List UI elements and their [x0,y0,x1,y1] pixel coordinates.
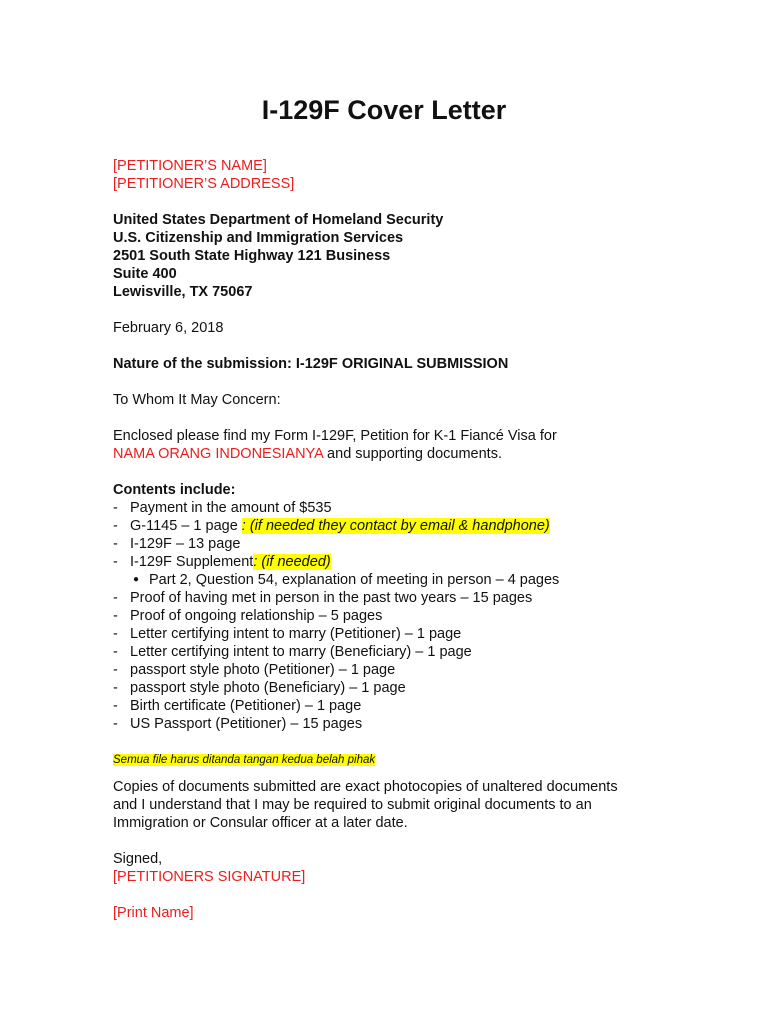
submission-nature: Nature of the submission: I-129F ORIGINAL SUBMISSION [113,356,509,372]
dash-marker: - [113,626,118,642]
copies-paragraph [113,778,673,832]
list-item [113,661,673,679]
salutation: To Whom It May Concern: [113,392,281,408]
highlighted-note: : (if needed) [253,554,331,570]
copies-line: Immigration or Consular officer at a later date. [113,815,408,831]
list-item-text: Birth certificate (Petitioner) – 1 page [130,698,362,714]
contents-list [113,499,673,733]
list-item-text: Letter certifying intent to marry (Petitioner) – 1 page [130,626,462,642]
beneficiary-name: NAMA ORANG INDONESIANYA [113,446,324,462]
list-item-text: US Passport (Petitioner) – 15 pages [130,716,363,732]
dash-marker: - [113,644,118,660]
enclosed-paragraph [113,427,673,463]
dash-marker: - [113,536,118,552]
petitioner-address: [PETITIONER’S ADDRESS] [113,176,295,192]
enclosed-rest: and supporting documents. [323,446,502,462]
list-item [113,499,673,517]
list-item [113,643,673,661]
sub-list-item [113,571,673,589]
dash-marker: - [113,716,118,732]
dash-marker: - [113,608,118,624]
letter-body [113,157,673,922]
list-item [113,589,673,607]
list-item-text: I-129F – 13 page [130,536,241,552]
dash-marker: - [113,662,118,678]
print-name-placeholder: [Print Name] [113,905,194,921]
list-item [113,697,673,715]
list-item-text: passport style photo (Petitioner) – 1 page [130,662,396,678]
dash-marker: - [113,590,118,606]
recipient-address [113,211,673,301]
contents-heading: Contents include: [113,482,236,498]
signature-note [113,752,673,768]
recipient-line: Suite 400 [113,266,177,282]
list-item [113,517,673,535]
copies-line: Copies of documents submitted are exact photocopies of unaltered documents [113,779,618,795]
document-title: I-129F Cover Letter [261,95,507,125]
list-item [113,535,673,553]
recipient-line: United States Department of Homeland Security [113,212,444,228]
highlighted-note: : (if needed they contact by email & handphone) [241,518,550,534]
signature-note-text: Semua file harus ditanda tangan kedua belah pihak [113,754,376,766]
signature-placeholder: [PETITIONERS SIGNATURE] [113,869,306,885]
dash-marker: - [113,698,118,714]
list-item-text: Proof of having met in person in the past two years – 15 pages [130,590,533,606]
list-item [113,553,673,571]
list-item [113,715,673,733]
list-item [113,607,673,625]
list-item-text: G-1145 – 1 page [130,518,242,534]
recipient-line: 2501 South State Highway 121 Business [113,248,391,264]
petitioner-name: [PETITIONER’S NAME] [113,158,267,174]
recipient-line: Lewisville, TX 75067 [113,284,253,300]
list-item-text: Letter certifying intent to marry (Beneficiary) – 1 page [130,644,472,660]
copies-line: and I understand that I may be required to submit original documents to an [113,797,592,813]
enclosed-line: Enclosed please find my Form I-129F, Petition for K-1 Fiancé Visa for [113,428,557,444]
list-item [113,679,673,697]
dash-marker: - [113,500,118,516]
letter-date: February 6, 2018 [113,320,224,336]
list-item [113,625,673,643]
list-item-text: passport style photo (Beneficiary) – 1 page [130,680,406,696]
signed-label: Signed, [113,851,163,867]
list-item-text: Proof of ongoing relationship – 5 pages [130,608,383,624]
recipient-line: U.S. Citizenship and Immigration Services [113,230,404,246]
bullet-icon: ● [133,574,140,585]
sub-item-text: Part 2, Question 54, explanation of meeting in person – 4 pages [149,572,560,588]
list-item-text: I-129F Supplement [130,554,254,570]
list-item-text: Payment in the amount of $535 [130,500,332,516]
dash-marker: - [113,680,118,696]
dash-marker: - [113,554,118,570]
dash-marker: - [113,518,118,534]
